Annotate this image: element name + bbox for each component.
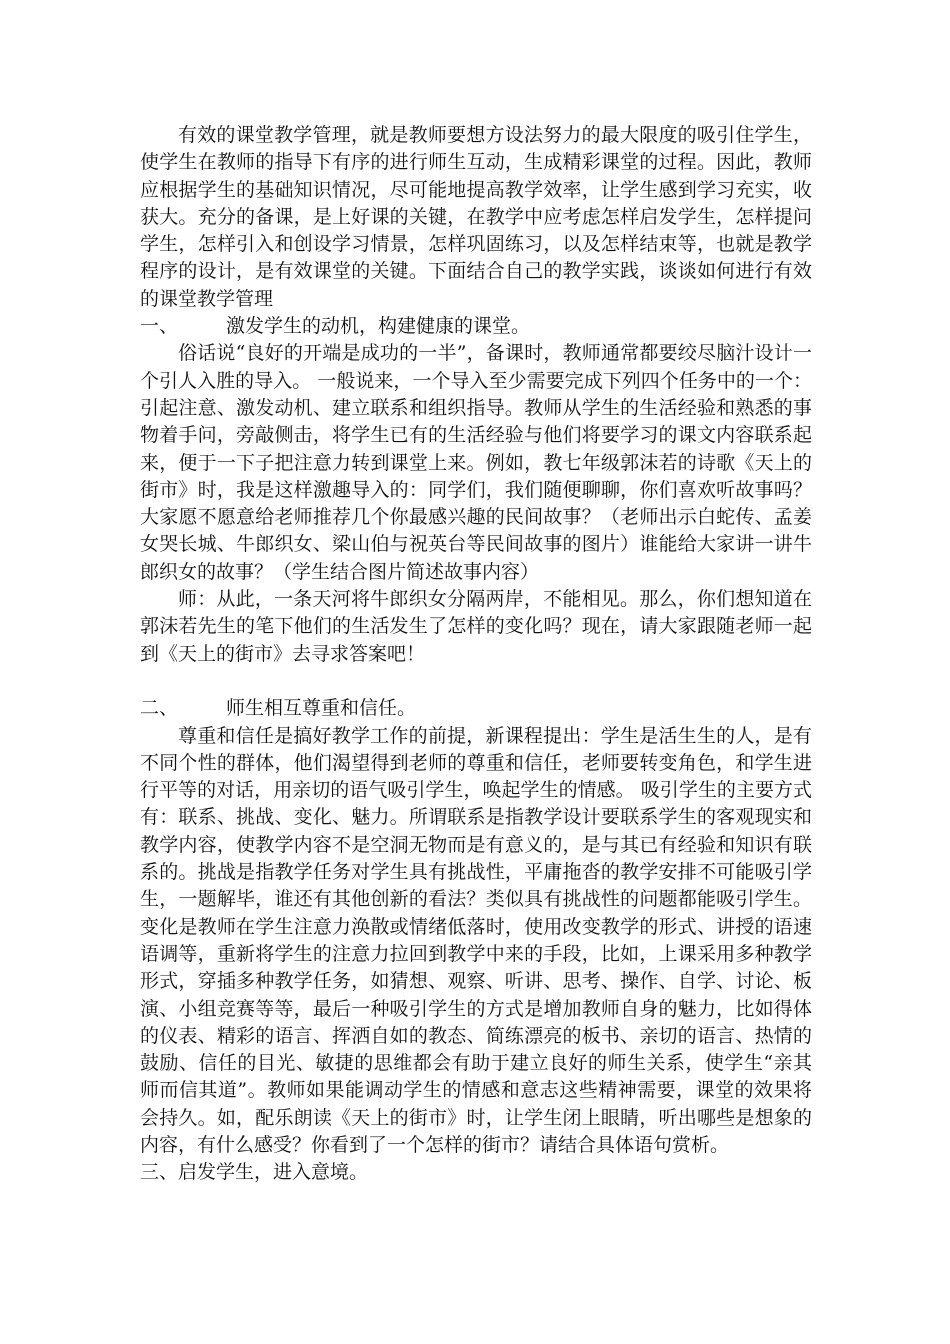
section-2-number: 二、 — [140, 697, 179, 720]
section-2-paragraph-1: 尊重和信任是搞好教学工作的前提，新课程提出：学生是活生生的人，是有不同个性的群体，他们渴望得到老师的尊重和信任，老师要转变角色，和学生进行平等的对话，用亲切的语气吸引学生，唤起学生的情感。 吸引学生的主要方式有：联系、挑战、变化、魅力。所谓联系是指教学设计要联系学生的客观现实和教学内容，使教学内容不是空洞无物而是有意义的，是与其已有经验和知识有联系的。挑战是指教学任务对学生具有挑战性，平庸拖沓的教学安排不可能吸引学生，一题解毕，谁还有其他创新的看法？类似具有挑战性的问题都能吸引学生。变化是教师在学生注意力涣散或情绪低落时，使用改变教学的形式、讲授的语速语调等，重新将学生的注意力拉回到教学中来的手段，比如，上课采用多种教学形式，穿插多种教学任务，如猜想、观察、听讲、思考、操作、自学、讨论、板演、小组竞赛等等，最后一种吸引学生的方式是增加教师自身的魅力，比如得体的仪表、精彩的语言、挥洒自如的教态、简练漂亮的板书、亲切的语言、热情的鼓励、信任的目光、敏捷的思维都会有助于建立良好的师生关系，使学生“亲其师而信其道”。教师如果能调动学生的情感和意志这些精神需要，课堂的效果将会持久。如，配乐朗读《天上的街市》时，让学生闭上眼睛，听出哪些是想象的内容，有什么感受？你看到了一个怎样的街市？请结合具体语句赏析。 — [140, 724, 812, 1156]
section-1-number: 一、 — [140, 315, 179, 338]
intro-paragraph: 有效的课堂教学管理，就是教师要想方设法努力的最大限度的吸引住学生，使学生在教师的指导下有序的进行师生互动，生成精彩课堂的过程。因此，教师应根据学生的基础知识情况，尽可能地提高教学效率，让学生感到学习充实，收获大。充分的备课，是上好课的关键，在教学中应考虑怎样启发学生，怎样提问学生，怎样引入和创设学习情景，怎样巩固练习，以及怎样结束等，也就是教学程序的设计，是有效课堂的关键。下面结合自己的教学实践，谈谈如何进行有效的课堂教学管理 — [140, 124, 812, 310]
section-2-title: 师生相互尊重和信任。 — [226, 697, 417, 720]
section-3-title: 启发学生，进入意境。 — [178, 1161, 369, 1184]
blank-line — [140, 668, 812, 695]
section-1-paragraph-1: 俗话说“良好的开端是成功的一半”，备课时，教师通常都要绞尽脑汁设计一个引人入胜的导入。 一般说来，一个导入至少需要完成下列四个任务中的一个：引起注意、激发动机、建立联系和组织指导。教师从学生的生活经验和熟悉的事物着手问，旁敲侧击，将学生已有的生活经验与他们将要学习的课文内容联系起来，便于一下子把注意力转到课堂上来。例如，教七年级郭沫若的诗歌《天上的街市》时，我是这样激趣导入的：同学们，我们随便聊聊，你们喜欢听故事吗？大家愿不愿意给老师推荐几个你最感兴趣的民间故事？（老师出示白蛇传、孟姜女哭长城、牛郎织女、梁山伯与祝英台等民间故事的图片）谁能给大家讲一讲牛郎织女的故事？（学生结合图片简述故事内容） — [140, 342, 812, 583]
document-page — [140, 122, 812, 1187]
section-2-heading — [140, 695, 812, 722]
section-1-paragraph-2: 师：从此，一条天河将牛郎织女分隔两岸，不能相见。那么，你们想知道在郭沫若先生的笔下他们的生活发生了怎样的变化吗？现在，请大家跟随老师一起到《天上的街市》去寻求答案吧！ — [140, 588, 812, 665]
section-1-heading — [140, 313, 812, 340]
section-3-number: 三、 — [140, 1161, 179, 1184]
section-1-title: 激发学生的动机，构建健康的课堂。 — [226, 315, 531, 338]
section-3-heading — [140, 1159, 812, 1186]
